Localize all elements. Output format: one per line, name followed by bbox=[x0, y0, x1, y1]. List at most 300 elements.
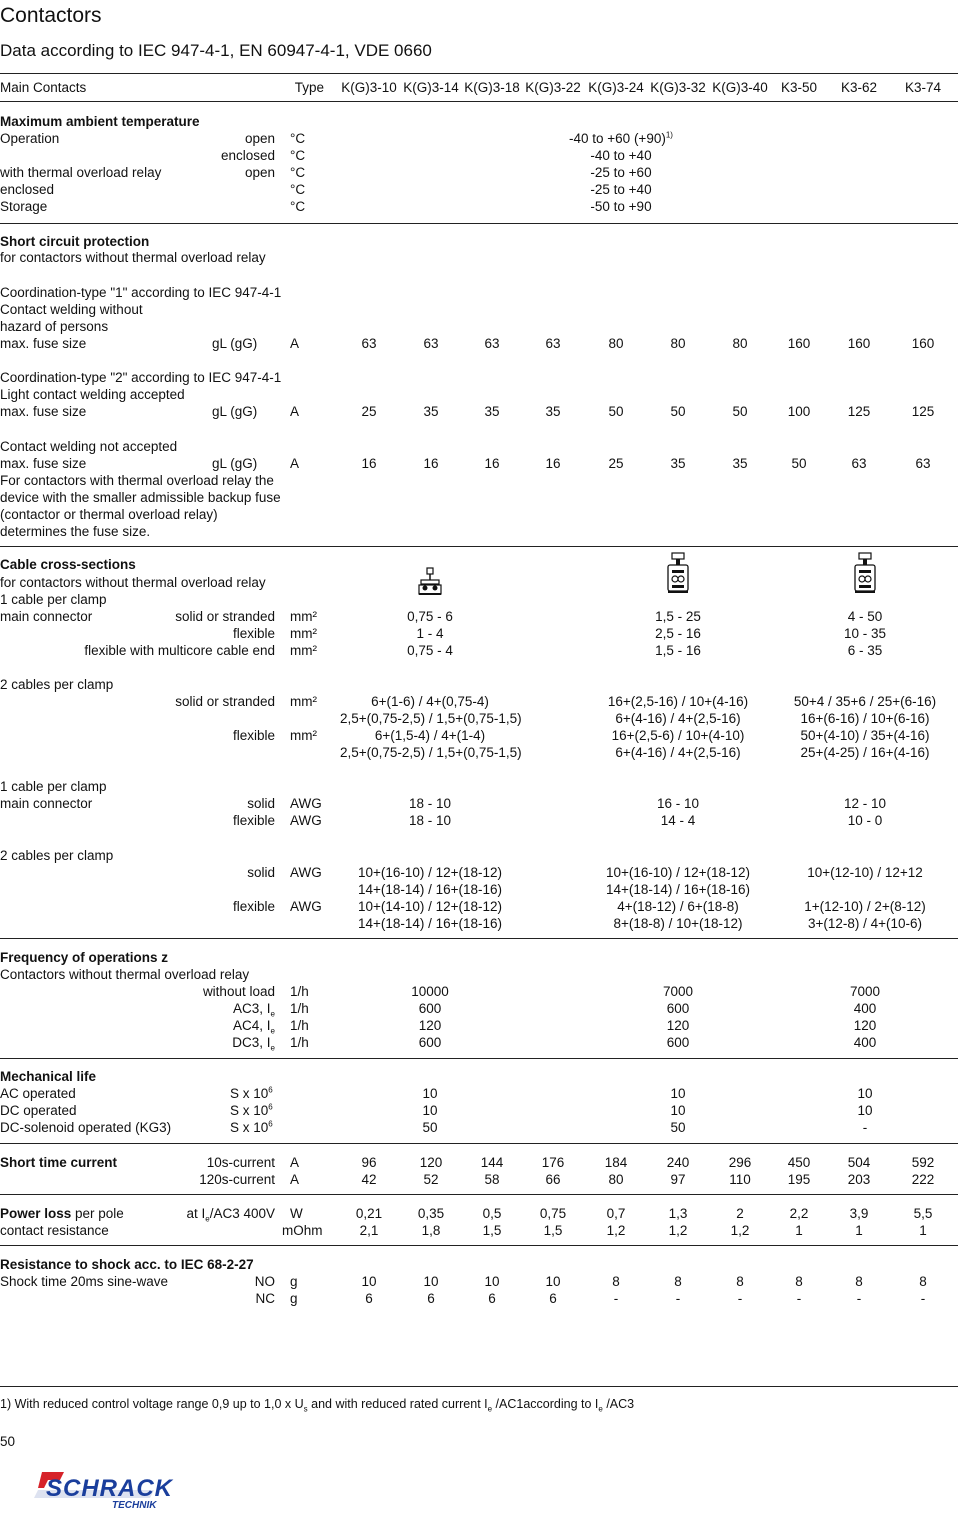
divider bbox=[0, 1143, 958, 1144]
resistance-value: 1,2 bbox=[606, 1223, 626, 1238]
freq-value: 120 bbox=[853, 1018, 877, 1033]
cable-condition: flexible bbox=[232, 813, 275, 828]
footnote-part: /AC3 bbox=[602, 1397, 635, 1411]
resistance-value: 1,5 bbox=[543, 1223, 563, 1238]
fuse-value: 50 bbox=[670, 404, 686, 419]
power-heading-bold: Power loss bbox=[0, 1206, 72, 1221]
clamp-box-terminal-icon bbox=[852, 552, 878, 596]
section-heading: Mechanical life bbox=[0, 1069, 97, 1084]
page-subtitle: Data according to IEC 947-4-1, EN 60947-4-1, VDE 0660 bbox=[0, 41, 432, 60]
cable-value: 1,5 - 16 bbox=[655, 643, 701, 658]
resistance-value: 1,8 bbox=[421, 1223, 441, 1238]
section-heading: Frequency of operations z bbox=[0, 950, 169, 965]
temp-value-text: -50 to +90 bbox=[590, 199, 652, 214]
mech-unit bbox=[230, 1085, 273, 1102]
schrack-logo bbox=[34, 1466, 184, 1512]
text-line: hazard of persons bbox=[0, 319, 109, 334]
shock-value: - bbox=[675, 1291, 681, 1306]
shock-value: 8 bbox=[612, 1274, 620, 1289]
cable-unit: mm² bbox=[290, 728, 317, 743]
power-value: 2,2 bbox=[789, 1206, 809, 1221]
cable-condition: solid or stranded bbox=[175, 694, 275, 709]
text-line: for contactors without thermal overload relay bbox=[0, 250, 266, 265]
resistance-value: 1,5 bbox=[482, 1223, 502, 1238]
freq-value: 600 bbox=[418, 1035, 442, 1050]
cable-unit: mm² bbox=[290, 643, 317, 658]
cable-value: 6+(1-6) / 4+(0,75-4) bbox=[371, 694, 489, 709]
row-unit: g bbox=[290, 1291, 298, 1306]
freq-value: 120 bbox=[418, 1018, 442, 1033]
freq-condition bbox=[0, 1034, 275, 1051]
shock-value: 6 bbox=[427, 1291, 435, 1306]
cable-value: 2,5+(0,75-2,5) / 1,5+(0,75-1,5) bbox=[340, 711, 522, 726]
cable-value: 6+(1,5-4) / 4+(1-4) bbox=[374, 728, 486, 743]
text-line: Contact welding without bbox=[0, 302, 143, 317]
resistance-value: 1,2 bbox=[730, 1223, 750, 1238]
stc-value: 42 bbox=[361, 1172, 377, 1187]
shock-value: 10 bbox=[361, 1274, 377, 1289]
fuse-value: 63 bbox=[915, 456, 931, 471]
freq-value: 600 bbox=[666, 1035, 690, 1050]
type-header: K(G)3-14 bbox=[403, 80, 459, 95]
footnote-rule bbox=[0, 1386, 958, 1387]
cable-value: 4+(18-12) / 6+(18-8) bbox=[617, 899, 739, 914]
text-line: main connector bbox=[0, 609, 93, 624]
fuse-value: 35 bbox=[670, 456, 686, 471]
cable-condition: flexible with multicore cable end bbox=[84, 643, 275, 658]
fuse-value: 63 bbox=[851, 456, 867, 471]
cable-unit: mm² bbox=[290, 626, 317, 641]
mech-value: 10 bbox=[670, 1086, 686, 1101]
text-line: Coordination-type "2" according to IEC 947-4-1 bbox=[0, 370, 282, 385]
fuse-value: 35 bbox=[545, 404, 561, 419]
cable-value: 10 - 35 bbox=[843, 626, 887, 641]
freq-unit: 1/h bbox=[290, 1001, 309, 1016]
freq-value: 10000 bbox=[411, 984, 449, 999]
fuse-value: 16 bbox=[484, 456, 500, 471]
cable-unit: AWG bbox=[290, 796, 322, 811]
fuse-value: 160 bbox=[911, 336, 935, 351]
cable-unit: AWG bbox=[290, 899, 322, 914]
power-value: 0,5 bbox=[482, 1206, 502, 1221]
page-number: 50 bbox=[0, 1434, 16, 1449]
fuse-value: 25 bbox=[361, 404, 377, 419]
mech-value: - bbox=[862, 1120, 868, 1135]
stc-value: 52 bbox=[423, 1172, 439, 1187]
freq-condition bbox=[0, 1000, 275, 1017]
cable-value: 3+(12-8) / 4+(10-6) bbox=[807, 916, 923, 931]
row-condition: open bbox=[244, 165, 275, 180]
mech-unit bbox=[230, 1119, 273, 1136]
header-type: Type bbox=[294, 80, 324, 95]
cable-condition: flexible bbox=[232, 899, 275, 914]
exponent: 6 bbox=[268, 1102, 273, 1112]
stc-value: 144 bbox=[480, 1155, 504, 1170]
note-line: determines the fuse size. bbox=[0, 524, 151, 539]
fuse-value: 63 bbox=[545, 336, 561, 351]
row-label: DC-solenoid operated (KG3) bbox=[0, 1120, 172, 1135]
stc-value: 592 bbox=[911, 1155, 935, 1170]
stc-value: 66 bbox=[545, 1172, 561, 1187]
row-label: enclosed bbox=[0, 182, 55, 197]
divider bbox=[0, 1245, 958, 1246]
freq-value: 120 bbox=[666, 1018, 690, 1033]
page-title: Contactors bbox=[0, 4, 102, 27]
footnote bbox=[0, 1396, 634, 1413]
mech-value: 10 bbox=[857, 1086, 873, 1101]
fuse-value: 35 bbox=[423, 404, 439, 419]
shock-value: 8 bbox=[855, 1274, 863, 1289]
section-heading: Maximum ambient temperature bbox=[0, 114, 200, 129]
cable-value: 16+(2,5-16) / 10+(4-16) bbox=[607, 694, 749, 709]
freq-condition-text: DC3, I bbox=[232, 1035, 271, 1050]
fuse-value: 50 bbox=[608, 404, 624, 419]
cable-condition: flexible bbox=[232, 728, 275, 743]
row-label: AC operated bbox=[0, 1086, 76, 1101]
cable-value: 16 - 10 bbox=[656, 796, 700, 811]
freq-value: 400 bbox=[853, 1001, 877, 1016]
power-value: 2 bbox=[736, 1206, 744, 1221]
row-label: DC operated bbox=[0, 1103, 77, 1118]
cable-value: 10+(12-10) / 12+12 bbox=[807, 865, 923, 880]
cable-value: 18 - 10 bbox=[408, 813, 452, 828]
fuse-value: 80 bbox=[732, 336, 748, 351]
shock-value: - bbox=[920, 1291, 926, 1306]
stc-value: 58 bbox=[484, 1172, 500, 1187]
shock-value: 8 bbox=[736, 1274, 744, 1289]
resistance-value: 1 bbox=[919, 1223, 927, 1238]
cable-condition: solid bbox=[247, 865, 275, 880]
shock-value: - bbox=[613, 1291, 619, 1306]
row-label: Storage bbox=[0, 199, 48, 214]
fuse-value: 63 bbox=[423, 336, 439, 351]
shock-value: 8 bbox=[795, 1274, 803, 1289]
row-condition: open bbox=[244, 131, 275, 146]
row-unit: °C bbox=[290, 131, 306, 146]
footnote-part: 1) With reduced control voltage range 0,9 up to 1,0 x U bbox=[0, 1397, 304, 1411]
power-cond-b: /AC3 400V bbox=[209, 1206, 275, 1221]
cable-unit: mm² bbox=[290, 609, 317, 624]
row-label: contact resistance bbox=[0, 1223, 109, 1238]
power-value: 5,5 bbox=[913, 1206, 933, 1221]
cable-value: 6 - 35 bbox=[847, 643, 883, 658]
mech-unit-text: S x 10 bbox=[230, 1120, 269, 1135]
row-unit: °C bbox=[290, 182, 306, 197]
fuse-unit: A bbox=[290, 336, 300, 351]
section-heading: Short circuit protection bbox=[0, 234, 150, 249]
header-bottom-rule bbox=[0, 101, 958, 102]
text-line: Contact welding not accepted bbox=[0, 439, 178, 454]
subscript: e bbox=[270, 1009, 275, 1019]
cable-value: 2,5 - 16 bbox=[655, 626, 701, 641]
cable-value: 16+(2,5-6) / 10+(4-10) bbox=[611, 728, 745, 743]
type-header: K(G)3-40 bbox=[712, 80, 768, 95]
row-label: with thermal overload relay bbox=[0, 165, 162, 180]
freq-condition bbox=[0, 1017, 275, 1034]
text-line: 1 cable per clamp bbox=[0, 592, 107, 607]
power-value: 0,75 bbox=[539, 1206, 567, 1221]
power-value: 0,21 bbox=[355, 1206, 383, 1221]
subscript: s bbox=[303, 1404, 308, 1414]
row-unit: mOhm bbox=[282, 1223, 323, 1238]
fuse-value: 100 bbox=[787, 404, 811, 419]
cable-value: 10+(16-10) / 12+(18-12) bbox=[357, 865, 503, 880]
row-condition: enclosed bbox=[220, 148, 275, 163]
section-heading: Short time current bbox=[0, 1155, 118, 1170]
cable-value: 6+(4-16) / 4+(2,5-16) bbox=[615, 745, 741, 760]
text-line: 2 cables per clamp bbox=[0, 677, 114, 692]
stc-value: 110 bbox=[729, 1172, 751, 1187]
resistance-value: 1,2 bbox=[668, 1223, 688, 1238]
fuse-value: 25 bbox=[608, 456, 624, 471]
text-line: main connector bbox=[0, 796, 93, 811]
cable-value: 12 - 10 bbox=[843, 796, 887, 811]
note-line: (contactor or thermal overload relay) bbox=[0, 507, 218, 522]
cable-value: 0,75 - 4 bbox=[407, 643, 453, 658]
row-condition: NC bbox=[255, 1291, 275, 1306]
text-line: Light contact welding accepted bbox=[0, 387, 185, 402]
stc-value: 97 bbox=[670, 1172, 686, 1187]
cable-value: 8+(18-8) / 10+(18-12) bbox=[613, 916, 743, 931]
divider bbox=[0, 223, 958, 224]
mech-unit bbox=[230, 1102, 273, 1119]
cable-value: 1+(12-10) / 2+(8-12) bbox=[804, 899, 926, 914]
power-value: 1,3 bbox=[668, 1206, 688, 1221]
subscript: e bbox=[598, 1404, 603, 1414]
fuse-value: 63 bbox=[361, 336, 377, 351]
mech-value: 50 bbox=[670, 1120, 686, 1135]
cable-value: 50+(4-10) / 35+(4-16) bbox=[800, 728, 930, 743]
temp-value-text: -40 to +40 bbox=[590, 148, 652, 163]
shock-value: 10 bbox=[545, 1274, 561, 1289]
freq-value: 7000 bbox=[849, 984, 881, 999]
freq-condition-text: without load bbox=[202, 984, 275, 999]
shock-value: - bbox=[737, 1291, 743, 1306]
freq-condition bbox=[0, 983, 275, 1000]
subscript: e bbox=[270, 1043, 275, 1053]
cable-unit: mm² bbox=[290, 694, 317, 709]
row-unit: W bbox=[290, 1206, 303, 1221]
footnote-part: and with reduced rated current I bbox=[307, 1397, 488, 1411]
cable-value: 14 - 4 bbox=[660, 813, 696, 828]
power-heading-rest: per pole bbox=[71, 1206, 124, 1221]
fuse-value: 160 bbox=[787, 336, 811, 351]
mech-unit-text: S x 10 bbox=[230, 1103, 269, 1118]
stc-value: 296 bbox=[728, 1155, 752, 1170]
cable-value: 18 - 10 bbox=[408, 796, 452, 811]
fuse-value: 35 bbox=[732, 456, 748, 471]
divider bbox=[0, 938, 958, 939]
stc-value: 195 bbox=[787, 1172, 811, 1187]
fuse-condition: gL (gG) bbox=[212, 404, 258, 419]
mech-value: 10 bbox=[422, 1086, 438, 1101]
type-header: K3-74 bbox=[904, 80, 942, 95]
cable-condition: solid or stranded bbox=[175, 609, 275, 624]
row-label: Operation bbox=[0, 131, 60, 146]
freq-value: 400 bbox=[853, 1035, 877, 1050]
fuse-label: max. fuse size bbox=[0, 404, 87, 419]
cable-value: 14+(18-14) / 16+(18-16) bbox=[357, 916, 503, 931]
shock-value: 6 bbox=[488, 1291, 496, 1306]
freq-value: 600 bbox=[666, 1001, 690, 1016]
stc-value: 240 bbox=[666, 1155, 690, 1170]
freq-unit: 1/h bbox=[290, 984, 309, 999]
text-line: 1 cable per clamp bbox=[0, 779, 107, 794]
divider bbox=[0, 546, 958, 547]
row-unit: °C bbox=[290, 148, 306, 163]
clamp-washer-icon bbox=[417, 567, 443, 597]
section-heading: Cable cross-sections bbox=[0, 557, 136, 572]
fuse-unit: A bbox=[290, 404, 300, 419]
stc-value: 80 bbox=[608, 1172, 624, 1187]
cable-value: 50+4 / 35+6 / 25+(6-16) bbox=[793, 694, 937, 709]
row-unit: °C bbox=[290, 199, 306, 214]
row-unit: °C bbox=[290, 165, 306, 180]
cable-value: 6+(4-16) / 4+(2,5-16) bbox=[615, 711, 741, 726]
freq-unit: 1/h bbox=[290, 1035, 309, 1050]
resistance-value: 1 bbox=[795, 1223, 803, 1238]
fuse-value: 125 bbox=[847, 404, 871, 419]
cable-value: 10+(14-10) / 12+(18-12) bbox=[357, 899, 503, 914]
subscript: e bbox=[270, 1026, 275, 1036]
stc-value: 450 bbox=[787, 1155, 811, 1170]
type-header: K(G)3-10 bbox=[341, 80, 397, 95]
header-top-rule bbox=[0, 73, 958, 74]
text-line: for contactors without thermal overload relay bbox=[0, 575, 266, 590]
temp-value-text: -40 to +60 (+90) bbox=[569, 131, 666, 146]
row-unit: A bbox=[290, 1155, 300, 1170]
cable-value: 1,5 - 25 bbox=[655, 609, 701, 624]
row-unit: g bbox=[290, 1274, 298, 1289]
freq-value: 600 bbox=[418, 1001, 442, 1016]
fuse-value: 50 bbox=[791, 456, 807, 471]
fuse-unit: A bbox=[290, 456, 300, 471]
type-header: K3-50 bbox=[780, 80, 818, 95]
power-cond-a: at I bbox=[186, 1206, 206, 1221]
temp-value bbox=[531, 164, 711, 181]
resistance-value: 2,1 bbox=[359, 1223, 379, 1238]
exponent: 6 bbox=[268, 1119, 273, 1129]
fuse-value: 16 bbox=[361, 456, 377, 471]
shock-value: 8 bbox=[674, 1274, 682, 1289]
fuse-value: 35 bbox=[484, 404, 500, 419]
mech-value: 10 bbox=[670, 1103, 686, 1118]
subscript: e bbox=[487, 1404, 493, 1414]
cable-value: 0,75 - 6 bbox=[407, 609, 453, 624]
cable-value: 14+(18-14) / 16+(18-16) bbox=[357, 882, 503, 897]
note-line: For contactors with thermal overload relay the bbox=[0, 473, 274, 488]
clamp-box-terminal-icon bbox=[665, 552, 691, 596]
logo-wordmark: SCHRACK bbox=[46, 1475, 173, 1502]
resistance-value: 1 bbox=[855, 1223, 863, 1238]
temp-value-text: -25 to +40 bbox=[590, 182, 652, 197]
cable-value: 10+(16-10) / 12+(18-12) bbox=[605, 865, 751, 880]
freq-condition-text: AC4, I bbox=[233, 1018, 271, 1033]
type-header: K3-62 bbox=[840, 80, 878, 95]
stc-value: 96 bbox=[361, 1155, 377, 1170]
cable-condition: solid bbox=[247, 796, 275, 811]
power-value: 3,9 bbox=[849, 1206, 869, 1221]
power-value: 0,7 bbox=[606, 1206, 626, 1221]
text-line: 2 cables per clamp bbox=[0, 848, 114, 863]
freq-value: 7000 bbox=[662, 984, 694, 999]
fuse-condition: gL (gG) bbox=[212, 336, 258, 351]
fuse-label: max. fuse size bbox=[0, 456, 87, 471]
fuse-value: 80 bbox=[608, 336, 624, 351]
footnote-marker: 1) bbox=[665, 130, 673, 140]
text-line: Contactors without thermal overload relay bbox=[0, 967, 250, 982]
fuse-value: 16 bbox=[423, 456, 439, 471]
fuse-value: 50 bbox=[732, 404, 748, 419]
cable-value: 16+(6-16) / 10+(6-16) bbox=[800, 711, 930, 726]
shock-value: - bbox=[796, 1291, 802, 1306]
fuse-condition: gL (gG) bbox=[212, 456, 258, 471]
cable-value: 2,5+(0,75-2,5) / 1,5+(0,75-1,5) bbox=[340, 745, 522, 760]
stc-value: 176 bbox=[541, 1155, 565, 1170]
shock-value: 10 bbox=[423, 1274, 439, 1289]
cable-value: 14+(18-14) / 16+(18-16) bbox=[605, 882, 751, 897]
temp-value bbox=[531, 181, 711, 198]
cable-condition: flexible bbox=[232, 626, 275, 641]
type-header: K(G)3-32 bbox=[650, 80, 706, 95]
stc-value: 120 bbox=[419, 1155, 443, 1170]
temp-value bbox=[531, 147, 711, 164]
fuse-value: 63 bbox=[484, 336, 500, 351]
divider bbox=[0, 1058, 958, 1059]
header-main-contacts: Main Contacts bbox=[0, 80, 87, 95]
shock-value: 10 bbox=[484, 1274, 500, 1289]
cable-unit: AWG bbox=[290, 865, 322, 880]
row-condition: 120s-current bbox=[199, 1172, 275, 1187]
stc-value: 184 bbox=[604, 1155, 628, 1170]
stc-value: 504 bbox=[847, 1155, 871, 1170]
power-condition bbox=[0, 1205, 275, 1222]
cable-value: 1 - 4 bbox=[416, 626, 444, 641]
text-line: Coordination-type "1" according to IEC 947-4-1 bbox=[0, 285, 282, 300]
fuse-value: 160 bbox=[847, 336, 871, 351]
cable-value: 10 - 0 bbox=[847, 813, 883, 828]
footnote-part: /AC1according to I bbox=[492, 1397, 599, 1411]
mech-value: 10 bbox=[422, 1103, 438, 1118]
row-unit: A bbox=[290, 1172, 300, 1187]
fuse-value: 125 bbox=[911, 404, 935, 419]
temp-value bbox=[531, 130, 711, 147]
type-header: K(G)3-18 bbox=[464, 80, 520, 95]
stc-value: 222 bbox=[911, 1172, 935, 1187]
cable-value: 25+(4-25) / 16+(4-16) bbox=[800, 745, 930, 760]
fuse-value: 16 bbox=[545, 456, 561, 471]
mech-value: 10 bbox=[857, 1103, 873, 1118]
temp-value-text: -25 to +60 bbox=[590, 165, 652, 180]
type-header: K(G)3-24 bbox=[588, 80, 644, 95]
logo-subtext: TECHNIK bbox=[112, 1500, 157, 1511]
mech-value: 50 bbox=[422, 1120, 438, 1135]
section-heading: Resistance to shock acc. to IEC 68-2-27 bbox=[0, 1257, 254, 1272]
power-value: 0,35 bbox=[417, 1206, 445, 1221]
row-condition: NO bbox=[254, 1274, 275, 1289]
divider bbox=[0, 1194, 958, 1195]
cable-value: 4 - 50 bbox=[847, 609, 883, 624]
row-label: Shock time 20ms sine-wave bbox=[0, 1274, 169, 1289]
shock-value: 6 bbox=[549, 1291, 557, 1306]
row-condition: 10s-current bbox=[206, 1155, 275, 1170]
shock-value: 6 bbox=[365, 1291, 373, 1306]
freq-condition-text: AC3, I bbox=[233, 1001, 271, 1016]
stc-value: 203 bbox=[847, 1172, 871, 1187]
fuse-label: max. fuse size bbox=[0, 336, 87, 351]
fuse-value: 80 bbox=[670, 336, 686, 351]
note-line: device with the smaller admissible backup fuse bbox=[0, 490, 281, 505]
